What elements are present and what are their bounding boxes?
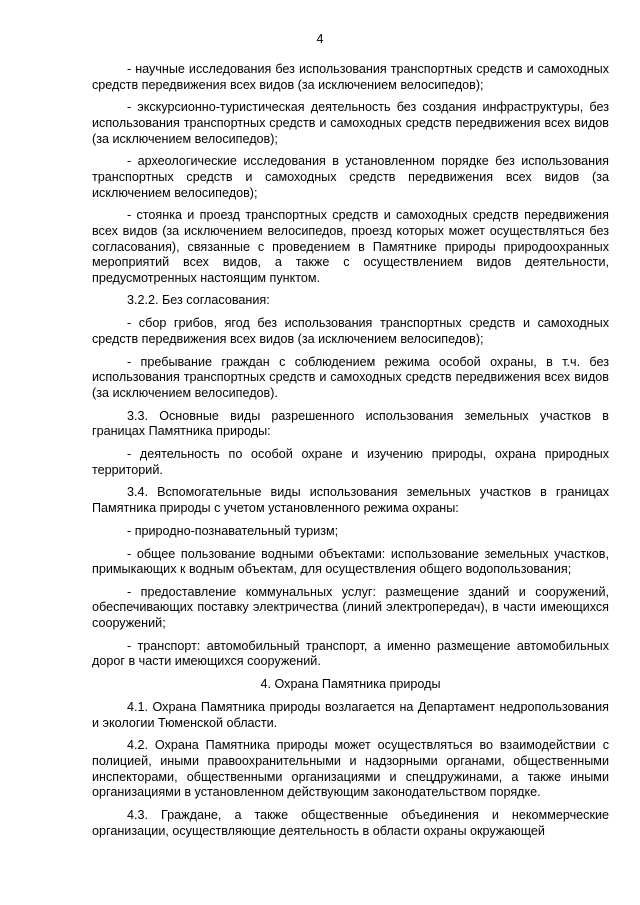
paragraph: - предоставление коммунальных услуг: размещение зданий и сооружений, обеспечивающих поставку электричества (линий электропередач), в части имеющихся сооружений;	[92, 584, 609, 631]
paragraph: 4.3. Граждане, а также общественные объединения и некоммерческие организации, осуществляющие деятельность в области охраны окружающей	[92, 807, 609, 838]
paragraph: - пребывание граждан с соблюдением режима особой охраны, в т.ч. без использования транспортных средств и самоходных средств передвижения всех видов (за исключением велосипедов).	[92, 354, 609, 400]
paragraph: - археологические исследования в установленном порядке без использования транспортных средств и самоходных средств передвижения всех видов (за исключением велосипедов);	[92, 154, 609, 200]
paragraph: 3.3. Основные виды разрешенного использования земельных участков в границах Памятника природы:	[92, 408, 609, 439]
paragraph: 3.4. Вспомогательные виды использования земельных участков в границах Памятника природы с учетом установленного режима охраны:	[92, 485, 609, 515]
document-body	[92, 62, 609, 846]
paragraph: 4.2. Охрана Памятника природы может осуществляться во взаимодействии с полицией, иными правоохранительными и надзорными органами, общественными инспекторами, общественными организациями и спецдружинами, а также иными организациями в установленном действующим законодательством порядке.	[92, 738, 609, 800]
paragraph: - сбор грибов, ягод без использования транспортных средств и самоходных средств передвижения всех видов (за исключением велосипедов);	[92, 316, 609, 346]
paragraph: 4.1. Охрана Памятника природы возлагается на Департамент недропользования и экологии Тюменской области.	[92, 700, 609, 730]
paragraph: - научные исследования без использования транспортных средств и самоходных средств передвижения всех видов (за исключением велосипедов);	[92, 62, 609, 92]
page-number: 4	[316, 32, 324, 46]
paragraph: - стоянка и проезд транспортных средств и самоходных средств передвижения всех видов (за исключением велосипедов, проезд которых может осуществляться без согласования), связанные с проведением в Памятнике природы природоохранных мероприятий всех видов, а также с осуществлением видов деятельности, предусмотренных настоящим пунктом.	[92, 208, 609, 285]
paragraph: - деятельность по особой охране и изучению природы, охрана природных территорий.	[92, 446, 609, 477]
paragraph: - экскурсионно-туристическая деятельность без создания инфраструктуры, без использования транспортных средств и самоходных средств передвижения всех видов (за исключением велосипедов);	[92, 100, 609, 146]
paragraph: - природно-познавательный туризм;	[127, 523, 339, 538]
section-heading: 4. Охрана Памятника природы	[260, 677, 441, 692]
paragraph: - транспорт: автомобильный транспорт, а именно размещение автомобильных дорог в части имеющихся сооружений.	[92, 638, 609, 669]
paragraph: - общее пользование водными объектами: использование земельных участков, примыкающих к водным объектам, для осуществления общего водопользования;	[92, 546, 609, 577]
paragraph: 3.2.2. Без согласования:	[127, 293, 270, 308]
